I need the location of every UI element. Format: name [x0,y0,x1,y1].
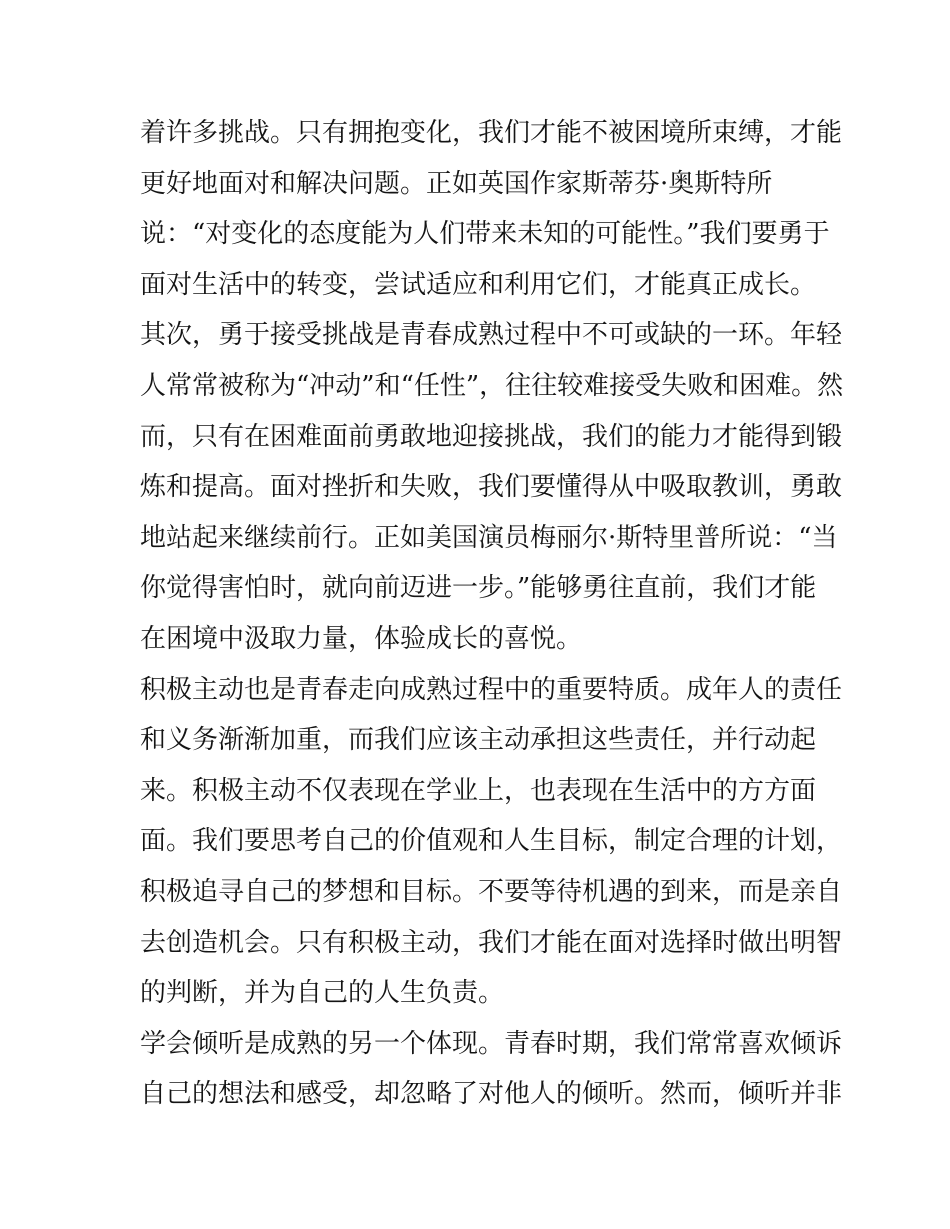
text-line: 积极主动也是青春走向成熟过程中的重要特质。成年人的责任 [140,674,843,705]
text-line: 积极追寻自己的梦想和目标。不要等待机遇的到来，而是亲自 [140,876,843,907]
text-line: 面对生活中的转变，尝试适应和利用它们，才能真正成长。 [140,269,817,300]
text-line: 地站起来继续前行。正如美国演员梅丽尔·斯特里普所说：“当 [140,522,838,553]
text-line: 去创造机会。只有积极主动，我们才能在面对选择时做出明智 [140,927,843,958]
text-line: 其次，勇于接受挑战是青春成熟过程中不可或缺的一环。年轻 [140,320,843,351]
text-line: 和义务渐渐加重，而我们应该主动承担这些责任，并行动起 [140,725,817,756]
text-line: 更好地面对和解决问题。正如英国作家斯蒂芬·奥斯特所 [140,168,773,199]
text-line: 面。我们要思考自己的价值观和人生目标，制定合理的计划， [140,826,843,857]
text-line: 你觉得害怕时，就向前迈进一步。”能够勇往直前，我们才能 [140,573,817,604]
text-line: 着许多挑战。只有拥抱变化，我们才能不被困境所束缚，才能 [140,118,843,148]
text-line: 的判断，并为自己的人生负责。 [140,978,505,1009]
body-text [140,108,844,1120]
text-line: 说：“对变化的态度能为人们带来未知的可能性。”我们要勇于 [140,219,830,250]
text-line: 在困境中汲取力量，体验成长的喜悦。 [140,623,583,654]
text-line: 自己的想法和感受，却忽略了对他人的倾听。然而，倾听并非 [140,1079,843,1110]
text-line: 人常常被称为“冲动”和“任性”，往往较难接受失败和困难。然 [140,370,844,401]
text-line: 学会倾听是成熟的另一个体现。青春时期，我们常常喜欢倾诉 [140,1028,843,1059]
text-line: 而，只有在困难面前勇敢地迎接挑战，我们的能力才能得到锻 [140,421,843,452]
text-line: 来。积极主动不仅表现在学业上，也表现在生活中的方方面 [140,775,817,806]
text-line: 炼和提高。面对挫折和失败，我们要懂得从中吸取教训，勇敢 [140,472,843,503]
